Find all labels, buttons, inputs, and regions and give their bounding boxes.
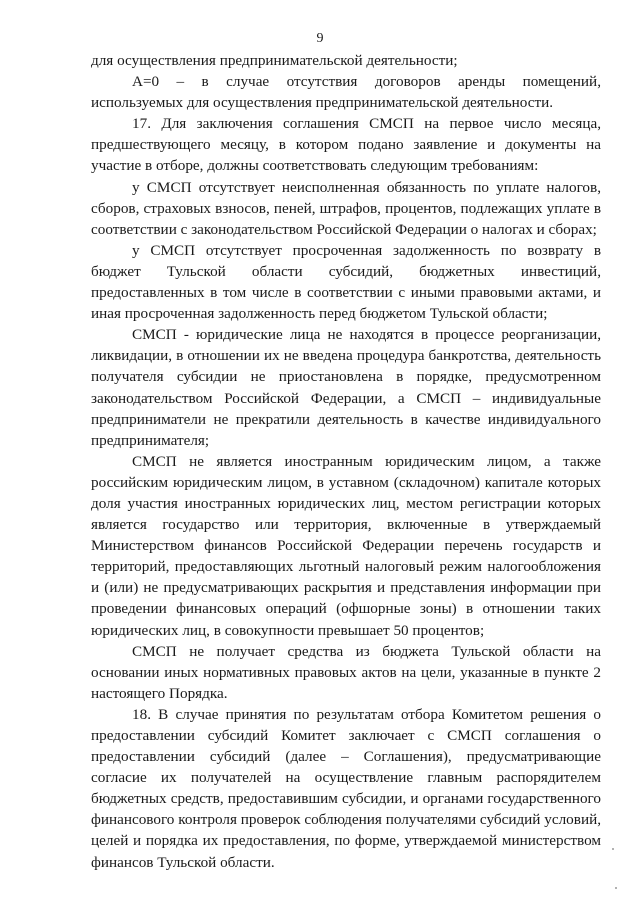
paragraph-item-17: 17. Для заключения соглашения СМСП на первое число месяца, предшествующего месяцу, в котором подано заявление и документы на участие в отборе, должны соответствовать следующим требованиям: (91, 115, 601, 175)
paragraph-continuation: для осуществления предпринимательской деятельности; (91, 52, 458, 69)
scan-speck (615, 887, 617, 889)
paragraph-requirement-overdue-debt: у СМСП отсутствует просроченная задолженность по возврату в бюджет Тульской области субсидий, бюджетных инвестиций, предоставленных в том числе в соответствии с иными правовыми актами, и иная просроченная задолженность перед бюджетом Тульской области; (91, 241, 601, 323)
page-number: 9 (316, 31, 324, 46)
paragraph-formula-a-zero: А=0 – в случае отсутствия договоров аренды помещений, используемых для осуществления предпринимательской деятельности. (91, 73, 601, 112)
scan-speck (612, 848, 614, 850)
paragraph-requirement-reorganization: СМСП - юридические лица не находятся в процессе реорганизации, ликвидации, в отношении их не введена процедура банкротства, деятельность получателя субсидии не приостановлена в порядке, предусмотренном законодательством Российской Федерации, а СМСП – индивидуальные предприниматели не прекратили деятельность в качестве индивидуального предпринимателя; (91, 326, 601, 449)
paragraph-requirement-other-funds: СМСП не получает средства из бюджета Тульской области на основании иных нормативных правовых актов на цели, указанные в пункте 2 настоящего Порядка. (91, 642, 601, 702)
paragraph-item-18: 18. В случае принятия по результатам отбора Комитетом решения о предоставлении субсидий Комитет заключает с СМСП соглашения о предоставлении субсидий (далее – Соглашения), предусматривающие согласие их получателей на осуществление главным распорядителем бюджетных средств, предоставившим субсидии, и органами государственного финансового контроля проверок соблюдения получателями субсидий условий, целей и порядка их предоставления, по форме, утверждаемой министерством финансов Тульской области. (91, 705, 601, 871)
paragraph-requirement-foreign-entity: СМСП не является иностранным юридическим лицом, а также российским юридическим лицом, в уставном (складочном) капитале которых доля участия иностранных юридических лиц, местом регистрации которых является государство или территория, включенные в утверждаемый Министерством финансов Российской Федерации перечень государств и территорий, предоставляющих льготный налоговый режим налогообложения и (или) не предусматривающих раскрытия и представления информации при проведении финансовых операций (офшорные зоны) в отношении таких юридических лиц, в совокупности превышает 50 процентов; (91, 452, 601, 639)
paragraph-requirement-taxes: у СМСП отсутствует неисполненная обязанность по уплате налогов, сборов, страховых взносов, пеней, штрафов, процентов, подлежащих уплате в соответствии с законодательством Российской Федерации о налогах и сборах; (91, 178, 601, 238)
document-body (91, 50, 601, 873)
